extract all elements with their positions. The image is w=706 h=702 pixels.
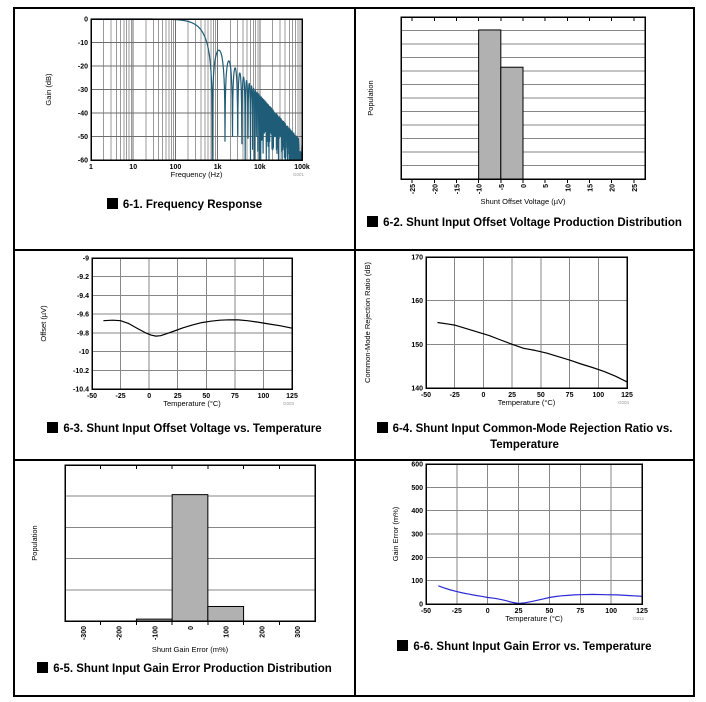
svg-text:50: 50 [545, 608, 554, 615]
svg-text:140: 140 [411, 385, 423, 393]
figure-6-6-caption [356, 639, 693, 655]
svg-text:25: 25 [173, 393, 182, 400]
figure-6-3-caption-text: 6-3. Shunt Input Offset Voltage vs. Temperature [63, 423, 322, 435]
figure-6-6-cell [354, 459, 693, 695]
svg-text:Gain (dB): Gain (dB) [44, 73, 53, 106]
svg-text:Population: Population [366, 80, 375, 116]
svg-text:75: 75 [565, 392, 574, 399]
svg-text:-50: -50 [420, 392, 432, 399]
figure-glyph-icon [107, 198, 118, 209]
svg-text:10: 10 [565, 184, 573, 192]
svg-text:0: 0 [521, 184, 528, 188]
svg-text:-25: -25 [410, 184, 418, 195]
svg-text:-10: -10 [77, 40, 88, 47]
figure-6-2-caption-text: 6-2. Shunt Input Offset Voltage Production Distribution [383, 217, 682, 229]
figure-glyph-icon [47, 422, 58, 433]
svg-text:-10.2: -10.2 [73, 367, 89, 375]
svg-text:0: 0 [485, 608, 490, 615]
svg-text:-100: -100 [152, 626, 160, 641]
svg-text:25: 25 [508, 392, 517, 399]
figure-glyph-icon [397, 640, 408, 651]
offset-vs-temperature-chart [15, 251, 354, 415]
figure-6-5-caption-text: 6-5. Shunt Input Gain Error Production Distribution [53, 663, 332, 675]
svg-text:-60: -60 [77, 157, 88, 165]
svg-text:Shunt Offset Voltage (µV): Shunt Offset Voltage (µV) [480, 197, 566, 206]
gain-error-vs-temperature-chart [356, 461, 693, 635]
figure-6-2-cell [354, 9, 693, 249]
figure-6-1-caption [15, 197, 354, 213]
svg-text:0: 0 [84, 16, 88, 24]
svg-text:G012: G012 [632, 616, 644, 621]
svg-text:160: 160 [411, 298, 423, 306]
svg-text:100: 100 [223, 626, 231, 638]
svg-text:75: 75 [230, 393, 239, 400]
figure-6-4-caption [356, 421, 693, 453]
figure-6-3-caption [15, 421, 354, 437]
svg-text:Shunt Gain Error (m%): Shunt Gain Error (m%) [151, 645, 229, 654]
svg-text:20: 20 [609, 184, 617, 192]
figure-6-5-caption [15, 661, 354, 677]
svg-text:Population: Population [30, 525, 39, 561]
svg-text:5: 5 [543, 184, 551, 188]
svg-text:-9.6: -9.6 [76, 311, 89, 319]
figure-6-4-caption-text: 6-4. Shunt Input Common-Mode Rejection Ratio vs. Temperature [392, 423, 673, 451]
svg-text:G001: G001 [292, 172, 304, 177]
figure-6-4-cell [354, 249, 693, 459]
svg-text:Common-Mode Rejection Ratio (d: Common-Mode Rejection Ratio (dB) [363, 262, 372, 383]
svg-text:-40: -40 [77, 110, 88, 118]
svg-text:600: 600 [411, 461, 423, 469]
svg-text:-50: -50 [77, 134, 88, 141]
svg-text:Gain Error (m%): Gain Error (m%) [391, 506, 400, 562]
svg-text:-9.8: -9.8 [76, 330, 89, 338]
figure-glyph-icon [377, 422, 388, 433]
svg-text:-25: -25 [449, 392, 460, 399]
svg-text:-9.4: -9.4 [76, 292, 89, 300]
svg-text:25: 25 [631, 184, 639, 192]
svg-text:-9: -9 [82, 255, 89, 263]
svg-text:100: 100 [605, 608, 617, 615]
figure-glyph-icon [37, 662, 48, 673]
svg-text:100: 100 [257, 393, 270, 400]
svg-text:0: 0 [419, 601, 423, 609]
graphs-panel [13, 7, 695, 697]
gain-error-histogram-chart [15, 461, 354, 657]
frequency-response-chart [15, 9, 354, 185]
svg-text:100: 100 [411, 578, 423, 586]
cmrr-vs-temperature-chart [356, 251, 693, 415]
svg-text:-20: -20 [77, 63, 88, 71]
svg-text:1k: 1k [213, 164, 222, 171]
svg-text:-15: -15 [454, 184, 462, 195]
svg-text:G004: G004 [617, 400, 629, 405]
svg-text:125: 125 [621, 392, 633, 399]
svg-text:G003: G003 [282, 401, 294, 406]
svg-text:-20: -20 [432, 184, 440, 195]
svg-text:50: 50 [536, 392, 545, 399]
svg-text:-25: -25 [451, 608, 462, 615]
svg-text:1: 1 [89, 164, 93, 171]
svg-text:Temperature (°C): Temperature (°C) [163, 399, 221, 408]
svg-text:200: 200 [259, 626, 267, 638]
svg-text:50: 50 [202, 393, 211, 400]
svg-text:15: 15 [587, 184, 595, 192]
svg-text:100k: 100k [294, 164, 310, 171]
figure-6-6-caption-text: 6-6. Shunt Input Gain Error vs. Temperature [413, 641, 652, 653]
svg-text:10k: 10k [253, 164, 266, 171]
svg-text:-10.4: -10.4 [73, 386, 89, 394]
svg-text:-300: -300 [80, 626, 88, 641]
svg-text:-10: -10 [476, 184, 484, 195]
svg-text:0: 0 [147, 393, 152, 400]
svg-text:Frequency (Hz): Frequency (Hz) [170, 170, 223, 179]
svg-text:400: 400 [411, 508, 423, 516]
svg-text:0: 0 [481, 392, 486, 399]
svg-text:10: 10 [129, 164, 138, 171]
figure-6-1-caption-text: 6-1. Frequency Response [122, 199, 263, 211]
svg-text:-10: -10 [78, 349, 89, 357]
svg-text:-25: -25 [115, 393, 126, 400]
svg-text:170: 170 [411, 254, 423, 262]
svg-text:500: 500 [411, 484, 423, 492]
svg-text:-50: -50 [86, 393, 98, 400]
svg-text:300: 300 [411, 531, 423, 539]
figure-6-3-cell [15, 249, 354, 459]
figure-6-5-cell [15, 459, 354, 695]
svg-text:75: 75 [576, 608, 585, 615]
svg-text:100: 100 [169, 164, 182, 171]
figure-glyph-icon [367, 216, 378, 227]
svg-text:Temperature (°C): Temperature (°C) [497, 398, 556, 407]
figure-6-2-caption [356, 215, 693, 231]
svg-text:-5: -5 [498, 184, 506, 191]
svg-text:-30: -30 [77, 87, 88, 94]
svg-text:150: 150 [411, 341, 423, 349]
figure-6-1-cell [15, 9, 354, 249]
svg-text:125: 125 [286, 393, 298, 400]
svg-text:-50: -50 [420, 608, 432, 615]
svg-text:Offset (µV): Offset (µV) [39, 305, 48, 342]
svg-text:25: 25 [514, 608, 523, 615]
svg-text:0: 0 [188, 626, 195, 630]
svg-text:-200: -200 [116, 626, 124, 641]
svg-text:125: 125 [636, 608, 648, 615]
svg-text:100: 100 [592, 392, 605, 399]
svg-text:-9.2: -9.2 [76, 274, 89, 282]
svg-text:300: 300 [295, 626, 303, 638]
svg-text:200: 200 [411, 554, 423, 562]
offset-voltage-histogram-chart [356, 9, 693, 209]
svg-text:Temperature (°C): Temperature (°C) [505, 614, 563, 623]
